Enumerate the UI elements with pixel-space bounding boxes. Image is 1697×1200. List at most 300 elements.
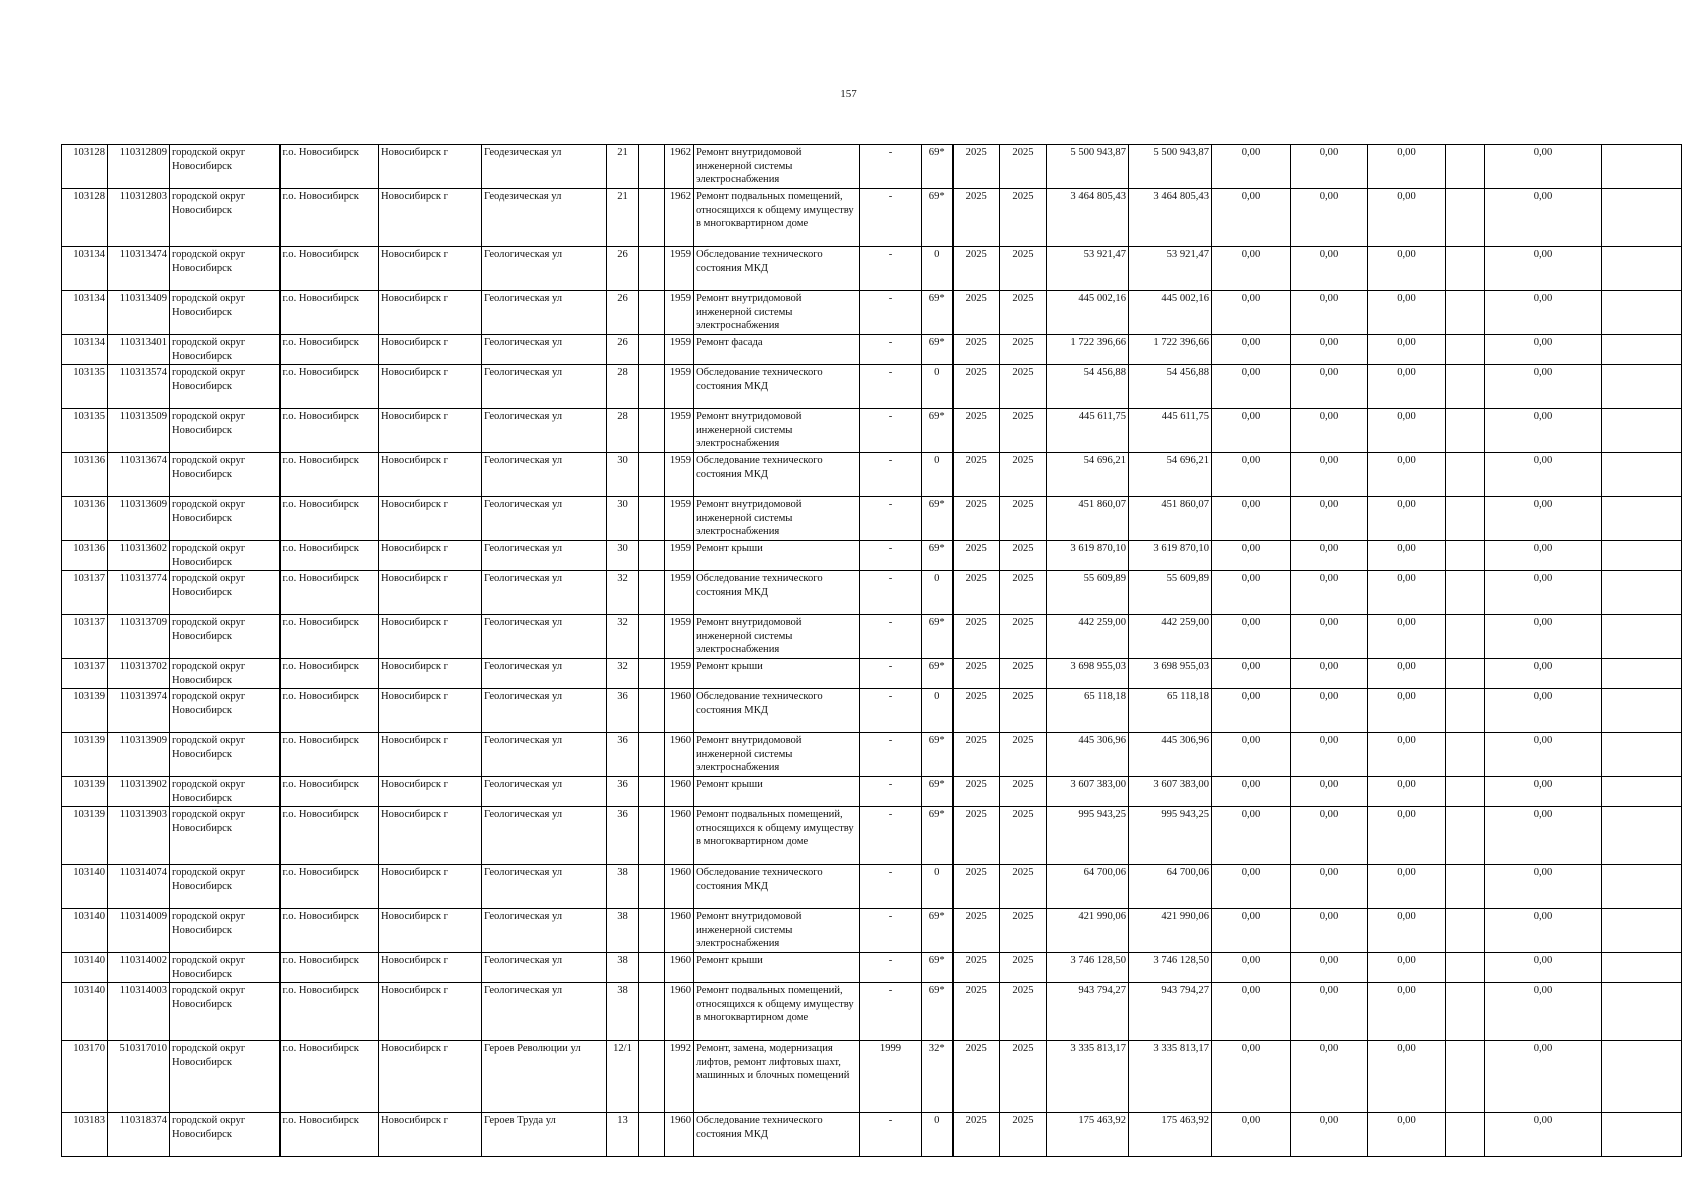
cell-construction-year: 1960 xyxy=(665,777,694,807)
cell-value-5: 0,00 xyxy=(1485,615,1602,659)
table-row xyxy=(62,365,1682,409)
cell-plan-start: 2025 xyxy=(953,777,1000,807)
cell-construction-year: 1959 xyxy=(665,453,694,497)
cell-work-type: Ремонт внутридомовой инженерной системы электроснабжения xyxy=(694,409,860,453)
cell-house-number: 36 xyxy=(607,733,639,777)
cell-municipality: городской округ Новосибирск xyxy=(170,777,280,807)
cell-value-2: 0,00 xyxy=(1291,497,1368,541)
cell-plan-start: 2025 xyxy=(953,659,1000,689)
cell-work-code: 110312803 xyxy=(108,189,170,247)
cell-house-id: 103140 xyxy=(62,983,108,1041)
cell-building xyxy=(639,571,665,615)
cell-construction-year: 1959 xyxy=(665,615,694,659)
cell-construction-year: 1959 xyxy=(665,291,694,335)
cell-wear-percent: 69* xyxy=(922,145,953,189)
cell-construction-year: 1962 xyxy=(665,189,694,247)
cell-cost-fund: 54 456,88 xyxy=(1129,365,1212,409)
cell-value-1: 0,00 xyxy=(1212,571,1291,615)
cell-cost-fund: 64 700,06 xyxy=(1129,865,1212,909)
cell-previous-repair-year: - xyxy=(860,777,922,807)
table-row xyxy=(62,909,1682,953)
cell-work-type: Ремонт внутридомовой инженерной системы электроснабжения xyxy=(694,497,860,541)
cell-construction-year: 1960 xyxy=(665,689,694,733)
cell-street: Геологическая ул xyxy=(482,659,607,689)
cell-wear-percent: 69* xyxy=(922,189,953,247)
cell-previous-repair-year: - xyxy=(860,497,922,541)
cell-cost-total: 3 619 870,10 xyxy=(1047,541,1129,571)
cell-value-1: 0,00 xyxy=(1212,541,1291,571)
cell-value-4 xyxy=(1446,335,1485,365)
cell-building xyxy=(639,909,665,953)
cell-municipality: городской округ Новосибирск xyxy=(170,689,280,733)
cell-building xyxy=(639,689,665,733)
cell-value-5: 0,00 xyxy=(1485,733,1602,777)
cell-value-5: 0,00 xyxy=(1485,659,1602,689)
cell-house-number: 32 xyxy=(607,659,639,689)
cell-plan-end: 2025 xyxy=(1000,615,1047,659)
cell-wear-percent: 0 xyxy=(922,689,953,733)
cell-value-5: 0,00 xyxy=(1485,777,1602,807)
cell-work-type: Обследование технического состояния МКД xyxy=(694,247,860,291)
cell-value-1: 0,00 xyxy=(1212,689,1291,733)
cell-wear-percent: 69* xyxy=(922,777,953,807)
cell-construction-year: 1959 xyxy=(665,409,694,453)
cell-value-3: 0,00 xyxy=(1368,865,1446,909)
cell-plan-end: 2025 xyxy=(1000,189,1047,247)
cell-value-6 xyxy=(1602,953,1682,983)
cell-plan-end: 2025 xyxy=(1000,291,1047,335)
cell-city: Новосибирск г xyxy=(379,145,482,189)
cell-plan-start: 2025 xyxy=(953,1041,1000,1113)
cell-cost-total: 3 746 128,50 xyxy=(1047,953,1129,983)
cell-plan-end: 2025 xyxy=(1000,409,1047,453)
cell-work-code: 110313709 xyxy=(108,615,170,659)
cell-previous-repair-year: - xyxy=(860,689,922,733)
cell-cost-total: 175 463,92 xyxy=(1047,1113,1129,1157)
cell-value-3: 0,00 xyxy=(1368,909,1446,953)
cell-cost-total: 451 860,07 xyxy=(1047,497,1129,541)
cell-cost-total: 65 118,18 xyxy=(1047,689,1129,733)
cell-previous-repair-year: - xyxy=(860,145,922,189)
cell-city: Новосибирск г xyxy=(379,953,482,983)
cell-value-4 xyxy=(1446,409,1485,453)
cell-city: Новосибирск г xyxy=(379,571,482,615)
cell-value-5: 0,00 xyxy=(1485,689,1602,733)
cell-wear-percent: 69* xyxy=(922,659,953,689)
cell-previous-repair-year: - xyxy=(860,733,922,777)
cell-value-5: 0,00 xyxy=(1485,865,1602,909)
cell-cost-total: 55 609,89 xyxy=(1047,571,1129,615)
cell-value-4 xyxy=(1446,189,1485,247)
cell-value-1: 0,00 xyxy=(1212,659,1291,689)
table-row xyxy=(62,571,1682,615)
cell-value-3: 0,00 xyxy=(1368,615,1446,659)
cell-building xyxy=(639,777,665,807)
cell-plan-end: 2025 xyxy=(1000,145,1047,189)
cell-municipality: городской округ Новосибирск xyxy=(170,909,280,953)
cell-work-type: Ремонт крыши xyxy=(694,541,860,571)
cell-value-5: 0,00 xyxy=(1485,247,1602,291)
cell-plan-start: 2025 xyxy=(953,541,1000,571)
cell-value-5: 0,00 xyxy=(1485,335,1602,365)
cell-cost-fund: 995 943,25 xyxy=(1129,807,1212,865)
cell-house-id: 103139 xyxy=(62,733,108,777)
cell-plan-start: 2025 xyxy=(953,335,1000,365)
cell-house-number: 32 xyxy=(607,615,639,659)
cell-value-5: 0,00 xyxy=(1485,983,1602,1041)
cell-work-code: 110314009 xyxy=(108,909,170,953)
cell-value-6 xyxy=(1602,247,1682,291)
cell-municipality: городской округ Новосибирск xyxy=(170,615,280,659)
cell-plan-start: 2025 xyxy=(953,953,1000,983)
cell-settlement: г.о. Новосибирск xyxy=(280,335,379,365)
cell-value-3: 0,00 xyxy=(1368,247,1446,291)
cell-building xyxy=(639,453,665,497)
cell-plan-start: 2025 xyxy=(953,497,1000,541)
cell-plan-start: 2025 xyxy=(953,365,1000,409)
cell-street: Геологическая ул xyxy=(482,777,607,807)
cell-cost-total: 943 794,27 xyxy=(1047,983,1129,1041)
cell-work-code: 110312809 xyxy=(108,145,170,189)
cell-value-1: 0,00 xyxy=(1212,291,1291,335)
cell-value-3: 0,00 xyxy=(1368,365,1446,409)
cell-cost-fund: 445 002,16 xyxy=(1129,291,1212,335)
cell-settlement: г.о. Новосибирск xyxy=(280,733,379,777)
cell-value-1: 0,00 xyxy=(1212,409,1291,453)
cell-value-1: 0,00 xyxy=(1212,247,1291,291)
cell-cost-fund: 65 118,18 xyxy=(1129,689,1212,733)
register-body xyxy=(62,145,1682,1157)
cell-value-6 xyxy=(1602,497,1682,541)
cell-cost-total: 3 698 955,03 xyxy=(1047,659,1129,689)
cell-construction-year: 1959 xyxy=(665,541,694,571)
cell-cost-total: 995 943,25 xyxy=(1047,807,1129,865)
cell-house-number: 26 xyxy=(607,335,639,365)
cell-cost-total: 53 921,47 xyxy=(1047,247,1129,291)
cell-city: Новосибирск г xyxy=(379,409,482,453)
cell-settlement: г.о. Новосибирск xyxy=(280,807,379,865)
cell-plan-end: 2025 xyxy=(1000,659,1047,689)
cell-cost-total: 442 259,00 xyxy=(1047,615,1129,659)
cell-value-2: 0,00 xyxy=(1291,865,1368,909)
cell-plan-end: 2025 xyxy=(1000,247,1047,291)
cell-value-6 xyxy=(1602,409,1682,453)
cell-street: Геологическая ул xyxy=(482,733,607,777)
cell-city: Новосибирск г xyxy=(379,497,482,541)
cell-value-5: 0,00 xyxy=(1485,571,1602,615)
cell-street: Геологическая ул xyxy=(482,453,607,497)
cell-building xyxy=(639,189,665,247)
cell-value-3: 0,00 xyxy=(1368,291,1446,335)
cell-house-id: 103136 xyxy=(62,453,108,497)
cell-previous-repair-year: - xyxy=(860,291,922,335)
cell-plan-start: 2025 xyxy=(953,983,1000,1041)
cell-work-type: Ремонт крыши xyxy=(694,953,860,983)
cell-value-2: 0,00 xyxy=(1291,453,1368,497)
cell-value-5: 0,00 xyxy=(1485,953,1602,983)
cell-work-type: Обследование технического состояния МКД xyxy=(694,865,860,909)
cell-construction-year: 1959 xyxy=(665,571,694,615)
cell-street: Героев Труда ул xyxy=(482,1113,607,1157)
cell-value-4 xyxy=(1446,953,1485,983)
cell-cost-total: 445 002,16 xyxy=(1047,291,1129,335)
cell-municipality: городской округ Новосибирск xyxy=(170,189,280,247)
cell-house-id: 103140 xyxy=(62,865,108,909)
cell-value-2: 0,00 xyxy=(1291,909,1368,953)
table-row xyxy=(62,497,1682,541)
cell-municipality: городской округ Новосибирск xyxy=(170,983,280,1041)
cell-value-1: 0,00 xyxy=(1212,1041,1291,1113)
cell-value-3: 0,00 xyxy=(1368,733,1446,777)
cell-municipality: городской округ Новосибирск xyxy=(170,1041,280,1113)
cell-value-6 xyxy=(1602,145,1682,189)
cell-construction-year: 1959 xyxy=(665,497,694,541)
table-row xyxy=(62,1041,1682,1113)
cell-value-1: 0,00 xyxy=(1212,807,1291,865)
cell-work-code: 110313509 xyxy=(108,409,170,453)
cell-cost-total: 3 607 383,00 xyxy=(1047,777,1129,807)
cell-cost-fund: 943 794,27 xyxy=(1129,983,1212,1041)
cell-house-number: 32 xyxy=(607,571,639,615)
table-row xyxy=(62,983,1682,1041)
cell-plan-end: 2025 xyxy=(1000,733,1047,777)
cell-value-5: 0,00 xyxy=(1485,189,1602,247)
cell-building xyxy=(639,865,665,909)
cell-cost-total: 1 722 396,66 xyxy=(1047,335,1129,365)
cell-house-id: 103140 xyxy=(62,909,108,953)
cell-value-2: 0,00 xyxy=(1291,145,1368,189)
cell-value-5: 0,00 xyxy=(1485,453,1602,497)
cell-value-6 xyxy=(1602,291,1682,335)
cell-value-5: 0,00 xyxy=(1485,909,1602,953)
cell-cost-fund: 3 607 383,00 xyxy=(1129,777,1212,807)
cell-settlement: г.о. Новосибирск xyxy=(280,409,379,453)
cell-value-6 xyxy=(1602,983,1682,1041)
cell-value-4 xyxy=(1446,615,1485,659)
cell-plan-end: 2025 xyxy=(1000,571,1047,615)
cell-value-1: 0,00 xyxy=(1212,865,1291,909)
cell-settlement: г.о. Новосибирск xyxy=(280,777,379,807)
cell-city: Новосибирск г xyxy=(379,983,482,1041)
cell-value-6 xyxy=(1602,453,1682,497)
cell-house-number: 36 xyxy=(607,807,639,865)
cell-previous-repair-year: - xyxy=(860,335,922,365)
cell-settlement: г.о. Новосибирск xyxy=(280,865,379,909)
cell-value-5: 0,00 xyxy=(1485,1113,1602,1157)
cell-house-id: 103136 xyxy=(62,541,108,571)
cell-value-6 xyxy=(1602,659,1682,689)
cell-value-1: 0,00 xyxy=(1212,189,1291,247)
cell-wear-percent: 69* xyxy=(922,291,953,335)
cell-building xyxy=(639,365,665,409)
cell-work-type: Ремонт подвальных помещений, относящихся к общему имуществу в многоквартирном доме xyxy=(694,983,860,1041)
cell-work-type: Ремонт подвальных помещений, относящихся к общему имуществу в многоквартирном доме xyxy=(694,189,860,247)
cell-value-6 xyxy=(1602,807,1682,865)
cell-cost-fund: 451 860,07 xyxy=(1129,497,1212,541)
cell-city: Новосибирск г xyxy=(379,615,482,659)
cell-previous-repair-year: - xyxy=(860,1113,922,1157)
cell-house-number: 26 xyxy=(607,247,639,291)
cell-wear-percent: 69* xyxy=(922,409,953,453)
cell-municipality: городской округ Новосибирск xyxy=(170,453,280,497)
cell-plan-end: 2025 xyxy=(1000,1041,1047,1113)
table-row xyxy=(62,291,1682,335)
cell-plan-end: 2025 xyxy=(1000,807,1047,865)
cell-value-5: 0,00 xyxy=(1485,365,1602,409)
cell-building xyxy=(639,1041,665,1113)
cell-value-3: 0,00 xyxy=(1368,571,1446,615)
cell-cost-fund: 54 696,21 xyxy=(1129,453,1212,497)
cell-construction-year: 1960 xyxy=(665,909,694,953)
cell-work-code: 110313674 xyxy=(108,453,170,497)
cell-value-4 xyxy=(1446,497,1485,541)
cell-value-1: 0,00 xyxy=(1212,145,1291,189)
cell-construction-year: 1962 xyxy=(665,145,694,189)
cell-work-code: 110313702 xyxy=(108,659,170,689)
cell-value-3: 0,00 xyxy=(1368,453,1446,497)
cell-house-number: 30 xyxy=(607,497,639,541)
cell-building xyxy=(639,145,665,189)
cell-plan-end: 2025 xyxy=(1000,1113,1047,1157)
cell-settlement: г.о. Новосибирск xyxy=(280,659,379,689)
cell-street: Геологическая ул xyxy=(482,409,607,453)
cell-house-number: 38 xyxy=(607,865,639,909)
cell-value-2: 0,00 xyxy=(1291,1113,1368,1157)
cell-house-number: 36 xyxy=(607,777,639,807)
cell-work-type: Ремонт фасада xyxy=(694,335,860,365)
cell-city: Новосибирск г xyxy=(379,909,482,953)
cell-street: Геологическая ул xyxy=(482,615,607,659)
cell-settlement: г.о. Новосибирск xyxy=(280,145,379,189)
cell-work-code: 110314003 xyxy=(108,983,170,1041)
cell-value-6 xyxy=(1602,189,1682,247)
cell-city: Новосибирск г xyxy=(379,659,482,689)
cell-wear-percent: 32* xyxy=(922,1041,953,1113)
cell-house-id: 103134 xyxy=(62,247,108,291)
cell-value-2: 0,00 xyxy=(1291,733,1368,777)
cell-house-number: 21 xyxy=(607,145,639,189)
cell-work-code: 510317010 xyxy=(108,1041,170,1113)
cell-building xyxy=(639,615,665,659)
cell-value-1: 0,00 xyxy=(1212,733,1291,777)
cell-cost-fund: 53 921,47 xyxy=(1129,247,1212,291)
cell-value-4 xyxy=(1446,541,1485,571)
cell-street: Геологическая ул xyxy=(482,807,607,865)
cell-plan-start: 2025 xyxy=(953,615,1000,659)
cell-municipality: городской округ Новосибирск xyxy=(170,145,280,189)
cell-work-code: 110313902 xyxy=(108,777,170,807)
cell-cost-fund: 445 306,96 xyxy=(1129,733,1212,777)
cell-house-id: 103134 xyxy=(62,291,108,335)
cell-street: Геодезическая ул xyxy=(482,145,607,189)
cell-value-1: 0,00 xyxy=(1212,497,1291,541)
cell-work-code: 110313401 xyxy=(108,335,170,365)
cell-building xyxy=(639,409,665,453)
cell-construction-year: 1992 xyxy=(665,1041,694,1113)
cell-value-4 xyxy=(1446,365,1485,409)
table-row xyxy=(62,453,1682,497)
cell-value-3: 0,00 xyxy=(1368,1041,1446,1113)
cell-work-type: Ремонт внутридомовой инженерной системы электроснабжения xyxy=(694,733,860,777)
cell-house-id: 103137 xyxy=(62,659,108,689)
cell-plan-end: 2025 xyxy=(1000,541,1047,571)
cell-street: Геологическая ул xyxy=(482,571,607,615)
cell-value-2: 0,00 xyxy=(1291,541,1368,571)
cell-value-6 xyxy=(1602,541,1682,571)
cell-value-5: 0,00 xyxy=(1485,807,1602,865)
cell-cost-fund: 421 990,06 xyxy=(1129,909,1212,953)
cell-building xyxy=(639,659,665,689)
cell-house-id: 103139 xyxy=(62,777,108,807)
cell-municipality: городской округ Новосибирск xyxy=(170,1113,280,1157)
cell-street: Героев Революции ул xyxy=(482,1041,607,1113)
cell-construction-year: 1960 xyxy=(665,1113,694,1157)
cell-plan-start: 2025 xyxy=(953,807,1000,865)
cell-street: Геологическая ул xyxy=(482,541,607,571)
cell-plan-start: 2025 xyxy=(953,733,1000,777)
cell-previous-repair-year: 1999 xyxy=(860,1041,922,1113)
cell-cost-total: 445 306,96 xyxy=(1047,733,1129,777)
cell-value-1: 0,00 xyxy=(1212,335,1291,365)
cell-house-id: 103183 xyxy=(62,1113,108,1157)
cell-value-2: 0,00 xyxy=(1291,291,1368,335)
cell-work-type: Обследование технического состояния МКД xyxy=(694,365,860,409)
cell-plan-start: 2025 xyxy=(953,453,1000,497)
cell-wear-percent: 69* xyxy=(922,953,953,983)
cell-value-3: 0,00 xyxy=(1368,659,1446,689)
cell-value-4 xyxy=(1446,571,1485,615)
cell-city: Новосибирск г xyxy=(379,777,482,807)
cell-plan-start: 2025 xyxy=(953,291,1000,335)
table-row xyxy=(62,689,1682,733)
cell-value-2: 0,00 xyxy=(1291,571,1368,615)
cell-street: Геологическая ул xyxy=(482,365,607,409)
cell-house-id: 103140 xyxy=(62,953,108,983)
cell-value-5: 0,00 xyxy=(1485,291,1602,335)
cell-house-id: 103137 xyxy=(62,615,108,659)
cell-wear-percent: 69* xyxy=(922,497,953,541)
cell-value-2: 0,00 xyxy=(1291,953,1368,983)
cell-value-5: 0,00 xyxy=(1485,145,1602,189)
cell-cost-total: 64 700,06 xyxy=(1047,865,1129,909)
cell-value-3: 0,00 xyxy=(1368,953,1446,983)
cell-cost-fund: 5 500 943,87 xyxy=(1129,145,1212,189)
cell-value-2: 0,00 xyxy=(1291,807,1368,865)
cell-value-4 xyxy=(1446,983,1485,1041)
table-row xyxy=(62,807,1682,865)
cell-house-number: 13 xyxy=(607,1113,639,1157)
cell-previous-repair-year: - xyxy=(860,409,922,453)
cell-value-4 xyxy=(1446,145,1485,189)
cell-value-2: 0,00 xyxy=(1291,689,1368,733)
cell-house-number: 30 xyxy=(607,541,639,571)
cell-wear-percent: 0 xyxy=(922,453,953,497)
cell-work-type: Ремонт внутридомовой инженерной системы электроснабжения xyxy=(694,145,860,189)
cell-street: Геологическая ул xyxy=(482,983,607,1041)
cell-plan-end: 2025 xyxy=(1000,865,1047,909)
table-row xyxy=(62,409,1682,453)
cell-plan-end: 2025 xyxy=(1000,497,1047,541)
cell-value-1: 0,00 xyxy=(1212,453,1291,497)
cell-value-6 xyxy=(1602,733,1682,777)
cell-work-code: 110318374 xyxy=(108,1113,170,1157)
cell-settlement: г.о. Новосибирск xyxy=(280,247,379,291)
table-row xyxy=(62,189,1682,247)
cell-value-4 xyxy=(1446,909,1485,953)
cell-value-2: 0,00 xyxy=(1291,659,1368,689)
cell-value-1: 0,00 xyxy=(1212,777,1291,807)
cell-work-type: Ремонт внутридомовой инженерной системы электроснабжения xyxy=(694,615,860,659)
